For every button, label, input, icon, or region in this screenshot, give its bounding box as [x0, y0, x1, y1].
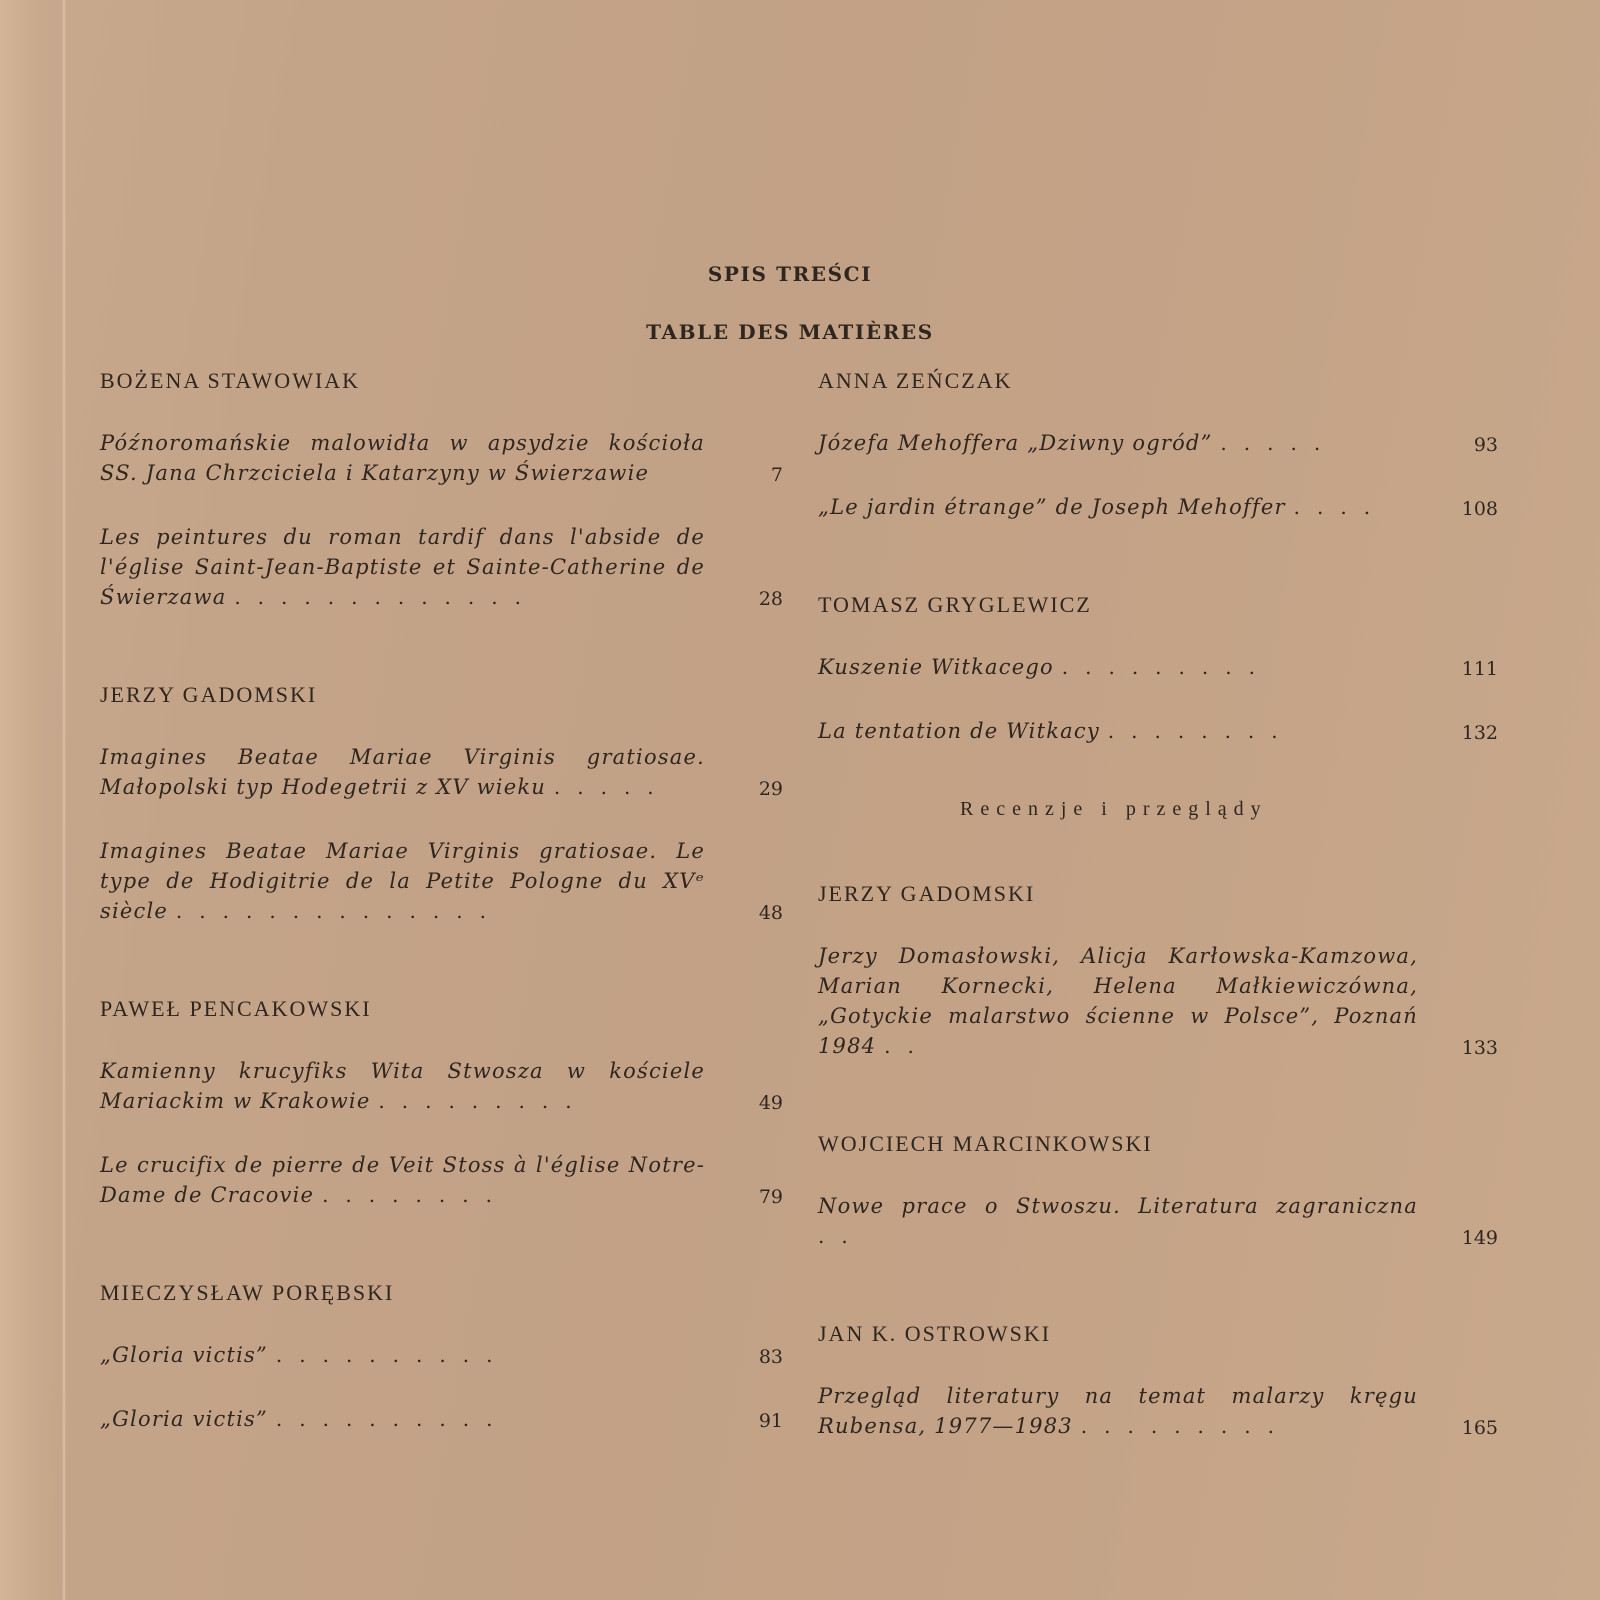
toc-entry	[100, 836, 783, 926]
entry-title: „Gloria victis”	[100, 1343, 268, 1367]
toc-entry	[818, 716, 1498, 746]
toc-left-column	[92, 368, 792, 1468]
heading-polish: SPIS TREŚCI	[707, 262, 873, 286]
toc-entry	[818, 941, 1498, 1061]
author-name: MIECZYSŁAW PORĘBSKI	[100, 1280, 395, 1305]
author-name: JERZY GADOMSKI	[100, 682, 318, 707]
leader-dots: ..........	[275, 1343, 510, 1367]
toc-right-column	[810, 368, 1500, 1475]
entry-title: La tentation de Witkacy	[818, 719, 1100, 743]
entry-title: Przegląd literatury na temat malarzy kręgu Rubensa, 1977—1983	[818, 1384, 1418, 1438]
page-number: 29	[758, 778, 783, 800]
page-number: 7	[770, 464, 783, 486]
author-name: WOJCIECH MARCINKOWSKI	[818, 1131, 1153, 1156]
page-number: 111	[1461, 658, 1498, 680]
page-number: 93	[1473, 434, 1498, 456]
leader-dots: ........	[1107, 719, 1295, 743]
entry-title: Późnoromańskie malowidła w apsydzie kościoła SS. Jana Chrzciciela i Katarzyny w Świerzawie	[100, 431, 705, 485]
leader-dots: ........	[322, 1183, 509, 1207]
entry-title: Le crucifix de pierre de Veit Stoss à l'église Notre-Dame de Cracovie	[100, 1153, 705, 1207]
page-number: 108	[1461, 498, 1498, 520]
leader-dots: ..	[884, 1034, 931, 1058]
page-edge	[62, 0, 66, 1600]
toc-entry	[100, 1150, 783, 1210]
toc-entry	[100, 522, 783, 612]
leader-dots: ..	[818, 1224, 865, 1248]
author-name: JAN K. OSTROWSKI	[818, 1321, 1052, 1346]
entry-title: Nowe prace o Stwoszu. Literatura zagraniczna	[818, 1194, 1418, 1218]
section-title-reviews: Recenzje i przeglądy	[960, 798, 1268, 820]
page-number: 91	[758, 1410, 783, 1432]
entry-title: Józefa Mehoffera „Dziwny ogród”	[818, 431, 1213, 455]
leader-dots: .............	[234, 585, 538, 609]
page-number: 48	[758, 902, 783, 924]
toc-entry	[100, 1404, 783, 1434]
entry-title: Jerzy Domasłowski, Alicja Karłowska-Kamzowa, Marian Kornecki, Helena Małkiewiczówna, „Gotyckie malarstwo ścienne w Polsce”, Poznań 1984	[818, 944, 1418, 1058]
page-number: 133	[1461, 1037, 1498, 1059]
leader-dots: .....	[553, 775, 671, 799]
author-name: BOŻENA STAWOWIAK	[100, 368, 361, 393]
leader-dots: ..........	[275, 1407, 510, 1431]
leader-dots: .........	[1080, 1414, 1291, 1438]
toc-entry	[818, 1381, 1498, 1441]
toc-entry	[818, 492, 1498, 522]
leader-dots: .........	[378, 1089, 589, 1113]
leader-dots: ..............	[175, 899, 503, 923]
author-name: TOMASZ GRYGLEWICZ	[818, 592, 1092, 617]
author-name: JERZY GADOMSKI	[818, 881, 1036, 906]
leader-dots: ....	[1293, 495, 1388, 519]
toc-entry	[100, 1056, 783, 1116]
leader-dots: .........	[1061, 655, 1272, 679]
toc-entry	[100, 428, 783, 488]
author-name: PAWEŁ PENCAKOWSKI	[100, 996, 372, 1021]
entry-title: „Le jardin étrange” de Joseph Mehoffer	[818, 495, 1286, 519]
entry-title: Imagines Beatae Mariae Virginis gratiosae. Małopolski typ Hodegetrii z XV wieku	[100, 745, 705, 799]
entry-title: Les peintures du roman tardif dans l'abside de l'église Saint-Jean-Baptiste et Sainte-Catherine de Świerzawa	[100, 525, 705, 609]
heading-french: TABLE DES MATIÈRES	[646, 320, 934, 344]
leader-dots: .....	[1220, 431, 1338, 455]
book-gutter	[0, 0, 70, 1600]
toc-entry	[100, 742, 783, 802]
page-number: 83	[758, 1346, 783, 1368]
page-number: 79	[758, 1186, 783, 1208]
page-number: 132	[1461, 722, 1498, 744]
page-number: 49	[758, 1092, 783, 1114]
toc-entry	[818, 428, 1498, 458]
toc-entry	[100, 1340, 783, 1370]
toc-entry	[818, 652, 1498, 682]
page-number: 149	[1461, 1227, 1498, 1249]
entry-title: „Gloria victis”	[100, 1407, 268, 1431]
entry-title: Imagines Beatae Mariae Virginis gratiosae. Le type de Hodigitrie de la Petite Pologne du XVᵉ siècle	[100, 839, 705, 923]
entry-title: Kuszenie Witkacego	[818, 655, 1054, 679]
page-number: 28	[758, 588, 783, 610]
page-number: 165	[1461, 1417, 1498, 1439]
author-name: ANNA ZEŃCZAK	[818, 368, 1013, 393]
entry-title: Kamienny krucyfiks Wita Stwosza w kościele Mariackim w Krakowie	[100, 1059, 705, 1113]
toc-entry	[818, 1191, 1498, 1251]
